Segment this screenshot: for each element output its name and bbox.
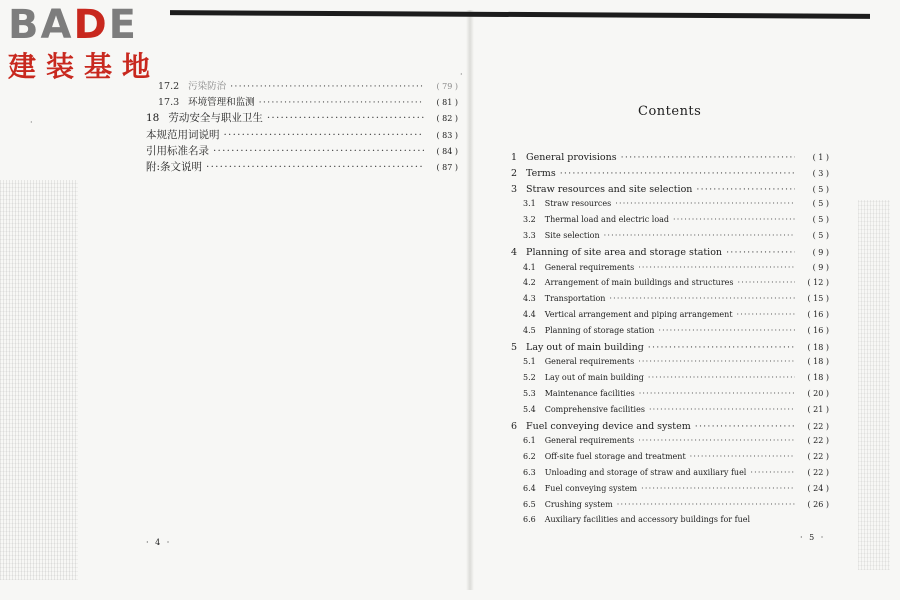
toc-entry-page: ( 15 ): [807, 294, 829, 304]
toc-entry-page: ( 82 ): [436, 114, 458, 124]
toc-entry: [511, 389, 829, 405]
toc-leader-dots: [604, 231, 795, 240]
toc-leader-dots: [648, 342, 795, 353]
toc-entry-page: ( 21 ): [807, 404, 829, 414]
toc-entry-title: General provisions: [526, 152, 617, 163]
chinese-toc-list: [146, 78, 458, 175]
toc-leader-dots: [638, 357, 795, 366]
toc-leader-dots: [638, 436, 795, 445]
scan-noise-right: [858, 200, 890, 570]
toc-entry-number: 18: [146, 112, 160, 125]
toc-entry-page: ( 5 ): [812, 199, 829, 209]
toc-entry-page: ( 20 ): [807, 388, 829, 398]
toc-entry-title: General requirements: [544, 262, 635, 272]
toc-leader-dots: [615, 199, 795, 208]
toc-entry-number: 3.1: [523, 199, 536, 209]
toc-entry-number: 2: [511, 167, 518, 179]
toc-entry: [511, 231, 829, 247]
toc-leader-dots: [206, 161, 424, 173]
toc-entry-page: ( 26 ): [807, 499, 829, 509]
toc-entry-number: 6.5: [523, 499, 536, 509]
toc-entry: [146, 78, 458, 94]
logo-wordmark-part: BA: [8, 2, 74, 48]
logo-wordmark: [8, 4, 173, 46]
toc-entry: [511, 405, 829, 421]
toc-entry-page: ( 18 ): [807, 342, 829, 352]
toc-leader-dots: [737, 278, 795, 287]
toc-entry-number: 17.2: [158, 81, 180, 92]
toc-entry-number: 4.1: [523, 262, 536, 272]
page-number-right: · 5 ·: [800, 533, 826, 542]
bade-logo: [8, 4, 173, 86]
toc-entry-page: ( 16 ): [807, 325, 829, 335]
toc-entry-number: 5.3: [523, 388, 536, 398]
toc-leader-dots: [224, 129, 425, 141]
toc-entry: [511, 515, 829, 531]
toc-entry: [511, 373, 829, 389]
toc-entry-title: Vertical arrangement and piping arrangement: [544, 309, 733, 319]
toc-entry-number: 5.4: [523, 404, 536, 414]
toc-leader-dots: [259, 97, 424, 108]
toc-entry: [511, 278, 829, 294]
toc-leader-dots: [696, 184, 795, 195]
toc-entry-title: Site selection: [544, 230, 600, 240]
toc-entry-number: 4.5: [523, 325, 536, 335]
toc-entry-number: 1: [511, 152, 518, 163]
toc-entry-title: Transportation: [544, 294, 606, 304]
toc-entry-page: ( 22 ): [807, 436, 829, 446]
toc-entry-title: Comprehensive facilities: [544, 404, 645, 414]
toc-entry: [146, 159, 458, 175]
toc-entry-title: Straw resources and site selection: [526, 183, 693, 195]
toc-entry-page: ( 9 ): [812, 247, 829, 257]
toc-entry-title: Off-site fuel storage and treatment: [544, 452, 686, 462]
toc-entry-title: Terms: [526, 167, 556, 179]
toc-entry-number: 6.2: [523, 452, 536, 462]
toc-entry-page: ( 16 ): [807, 309, 829, 319]
toc-entry-number: 5.1: [523, 357, 536, 367]
scan-speck: ·: [460, 70, 463, 79]
toc-entry-title: General requirements: [544, 436, 635, 446]
toc-entry: [511, 310, 829, 326]
toc-entry-title: General requirements: [544, 357, 635, 367]
toc-entry-title: Crushing system: [544, 499, 613, 509]
toc-entry: [146, 143, 458, 159]
toc-leader-dots: [695, 421, 795, 432]
toc-entry-number: 6.3: [523, 467, 536, 477]
toc-entry-title: Unloading and storage of straw and auxiliary fuel: [544, 467, 747, 477]
toc-leader-dots: [213, 145, 424, 157]
toc-entry-title: 附:条文说明: [146, 160, 203, 173]
scan-noise-left: [0, 180, 78, 580]
toc-entry-page: ( 18 ): [807, 373, 829, 383]
toc-entry-number: 6.6: [523, 515, 536, 525]
toc-entry-title: 污染防治: [188, 81, 227, 92]
toc-leader-dots: [658, 326, 795, 335]
toc-entry-page: ( 87 ): [436, 162, 458, 172]
toc-entry-number: 6.1: [523, 436, 536, 446]
toc-leader-dots: [641, 484, 795, 493]
toc-entry-page: ( 5 ): [812, 230, 829, 240]
toc-entry-number: 4.4: [523, 309, 536, 319]
toc-entry-title: Auxiliary facilities and accessory buildings for fuel: [544, 515, 751, 525]
toc-leader-dots: [690, 452, 795, 461]
toc-leader-dots: [267, 112, 424, 124]
toc-entry-page: ( 1 ): [812, 153, 829, 162]
toc-entry-number: 17.3: [158, 97, 180, 109]
contents-heading: Contents: [638, 104, 702, 119]
toc-leader-dots: [621, 152, 795, 163]
scan-speck: ·: [30, 118, 33, 127]
toc-entry: [511, 294, 829, 310]
toc-entry-number: 6.4: [523, 483, 536, 493]
toc-entry-number: 4.2: [523, 278, 536, 288]
toc-leader-dots: [230, 81, 424, 92]
toc-entry-number: 3.3: [523, 230, 536, 240]
toc-entry-title: Thermal load and electric load: [544, 215, 670, 225]
toc-entry: [511, 263, 829, 279]
toc-entry-title: Planning of site area and storage station: [526, 246, 723, 258]
toc-leader-dots: [648, 373, 795, 382]
toc-entry-number: 6: [511, 420, 518, 432]
toc-entry-page: ( 24 ): [807, 483, 829, 493]
toc-entry: [511, 247, 829, 263]
toc-entry: [511, 326, 829, 342]
toc-leader-dots: [609, 294, 795, 303]
logo-wordmark-accent: D: [73, 2, 109, 48]
toc-entry: [511, 184, 829, 200]
toc-entry-number: 3: [511, 183, 518, 195]
toc-leader-dots: [750, 468, 795, 477]
toc-entry-title: Arrangement of main buildings and structures: [544, 278, 734, 288]
toc-entry-page: ( 5 ): [812, 215, 829, 225]
toc-entry-title: 本规范用词说明: [146, 128, 220, 141]
toc-leader-dots: [639, 389, 795, 398]
toc-entry: [146, 94, 458, 110]
logo-chinese-text: 建装基地: [8, 50, 161, 83]
toc-entry-title: Lay out of main building: [526, 341, 644, 353]
toc-entry-page: ( 81 ): [436, 98, 458, 108]
toc-entry-number: 5.2: [523, 373, 536, 383]
toc-entry: [511, 500, 829, 516]
toc-leader-dots: [617, 500, 795, 509]
toc-entry-title: Straw resources: [544, 199, 612, 209]
toc-leader-dots: [560, 168, 795, 179]
toc-entry-number: 4: [511, 246, 518, 258]
toc-entry-page: ( 9 ): [812, 262, 829, 272]
toc-leader-dots: [726, 247, 795, 258]
toc-entry: [511, 342, 829, 358]
toc-entry-title: Planning of storage station: [544, 325, 655, 335]
toc-entry-page: ( 22 ): [807, 467, 829, 477]
toc-leader-dots: [649, 405, 795, 414]
toc-entry-page: ( 22 ): [807, 452, 829, 462]
toc-leader-dots: [638, 263, 795, 272]
toc-entry: [511, 152, 829, 168]
toc-entry-page: ( 5 ): [812, 184, 829, 194]
toc-entry-title: Maintenance facilities: [544, 388, 635, 398]
page-number-left: · 4 ·: [146, 538, 172, 547]
toc-entry: [511, 468, 829, 484]
english-toc-list: [511, 152, 829, 531]
toc-entry-page: ( 84 ): [436, 146, 458, 156]
toc-entry-number: 5: [511, 341, 518, 353]
toc-entry: [511, 215, 829, 231]
toc-entry: [511, 436, 829, 452]
toc-entry-number: 3.2: [523, 215, 536, 225]
toc-entry: [511, 168, 829, 184]
toc-entry-title: 劳动安全与职业卫生: [168, 112, 263, 125]
toc-entry-title: Lay out of main building: [544, 373, 644, 383]
toc-entry: [511, 452, 829, 468]
logo-wordmark-part: E: [108, 2, 138, 48]
toc-leader-dots: [673, 215, 795, 224]
toc-entry: [146, 127, 458, 143]
toc-entry: [511, 484, 829, 500]
toc-entry-title: 引用标准名录: [146, 144, 209, 157]
toc-entry-title: Fuel conveying device and system: [526, 420, 691, 432]
toc-entry: [511, 199, 829, 215]
book-spine: [466, 10, 474, 590]
toc-entry: [511, 357, 829, 373]
toc-entry-title: Fuel conveying system: [544, 483, 638, 493]
toc-entry: [511, 421, 829, 437]
toc-entry-page: ( 12 ): [807, 278, 829, 288]
toc-entry-title: 环境管理和监测: [188, 97, 255, 109]
toc-leader-dots: [737, 310, 795, 319]
toc-entry-page: ( 22 ): [807, 421, 829, 431]
toc-entry-page: ( 18 ): [807, 357, 829, 367]
toc-entry: [146, 110, 458, 126]
toc-entry-page: ( 3 ): [812, 168, 829, 178]
toc-entry-number: 4.3: [523, 294, 536, 304]
toc-entry-page: ( 79 ): [436, 82, 458, 91]
toc-entry-page: ( 83 ): [436, 130, 458, 140]
